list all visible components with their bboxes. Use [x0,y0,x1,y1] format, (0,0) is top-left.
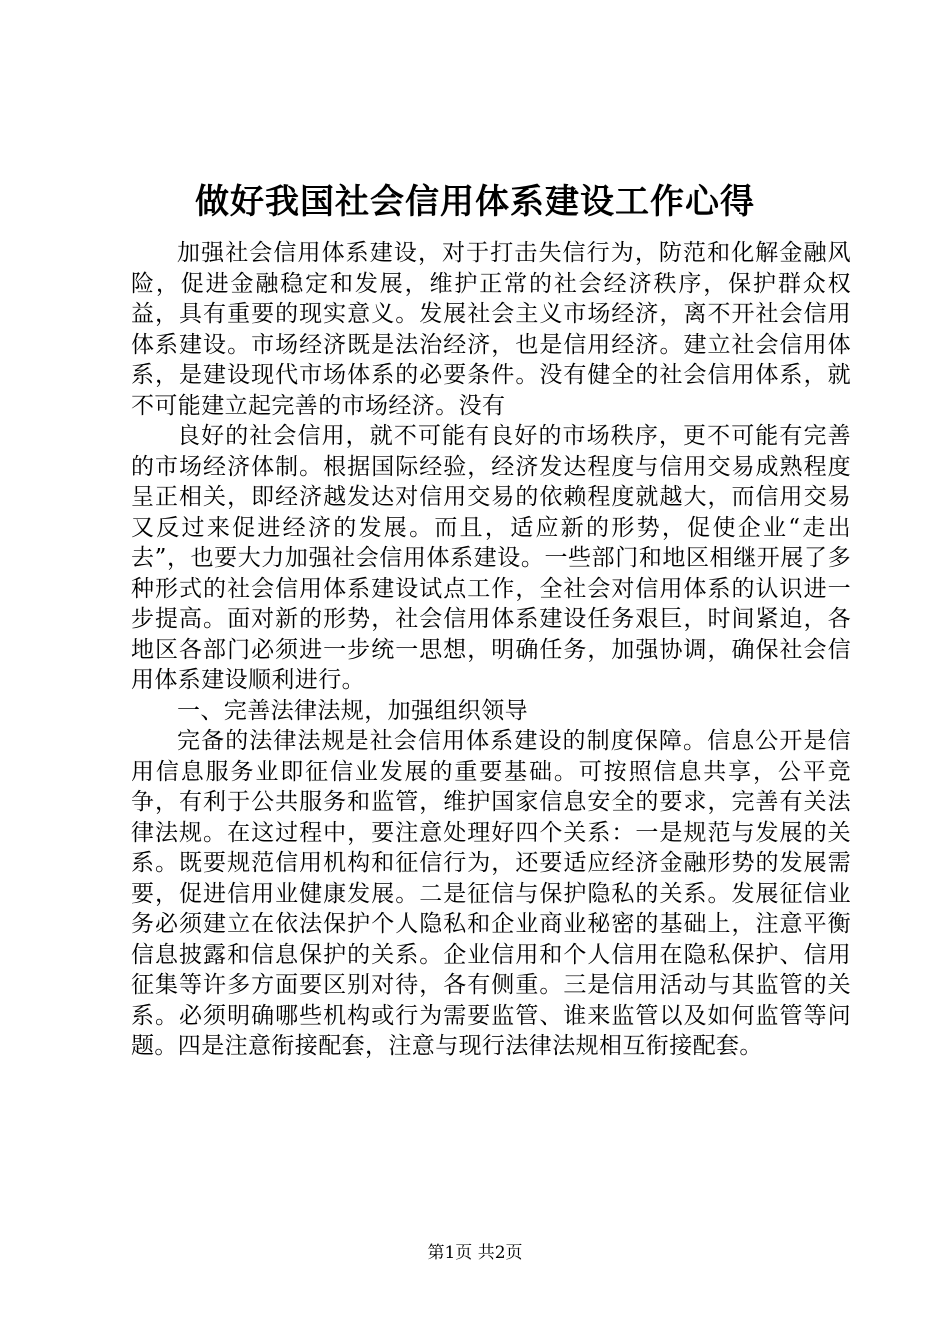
section-heading-1: 一、完善法律法规，加强组织领导 [177,697,528,724]
paragraph-intro: 加强社会信用体系建设，对于打击失信行为，防范和化解金融风险，促进金融稳定和发展，维护正常的社会经济秩序，保护群众权益，具有重要的现实意义。发展社会主义市场经济，离不开社会信用体系建设。市场经济既是法治经济，也是信用经济。建立社会信用体系，是建设现代市场体系的必要条件。没有健全的社会信用体系，就不可能建立起完善的市场经济。没有 [131,240,851,419]
paragraph-legal-framework: 完备的法律法规是社会信用体系建设的制度保障。信息公开是信用信息服务业即征信业发展的重要基础。可按照信息共享，公平竞争，有利于公共服务和监管，维护国家信息安全的要求，完善有关法律法规。在这过程中，要注意处理好四个关系：一是规范与发展的关系。既要规范信用机构和征信行为，还要适应经济金融形势的发展需要，促进信用业健康发展。二是征信与保护隐私的关系。发展征信业务必须建立在依法保护个人隐私和企业商业秘密的基础上，注意平衡信息披露和信息保护的关系。企业信用和个人信用在隐私保护、信用征集等许多方面要区别对待，各有侧重。三是信用活动与其监管的关系。必须明确哪些机构或行为需要监管、谁来监管以及如何监管等问题。四是注意衔接配套，注意与现行法律法规相互衔接配套。 [131,728,851,1059]
page-footer: 第1页 共2页 [427,1243,523,1263]
paragraph-credit-context: 良好的社会信用，就不可能有良好的市场秩序，更不可能有完善的市场经济体制。根据国际经验，经济发达程度与信用交易成熟程度呈正相关，即经济越发达对信用交易的依赖程度就越大，而信用交易又反过来促进经济的发展。而且，适应新的形势，促使企业“走出去”，也要大力加强社会信用体系建设。一些部门和地区相继开展了多种形式的社会信用体系建设试点工作，全社会对信用体系的认识进一步提高。面对新的形势，社会信用体系建设任务艰巨，时间紧迫，各地区各部门必须进一步统一思想，明确任务，加强协调，确保社会信用体系建设顺利进行。 [131,423,851,693]
document-body [131,238,851,1062]
document-title: 做好我国社会信用体系建设工作心得 [195,182,755,222]
